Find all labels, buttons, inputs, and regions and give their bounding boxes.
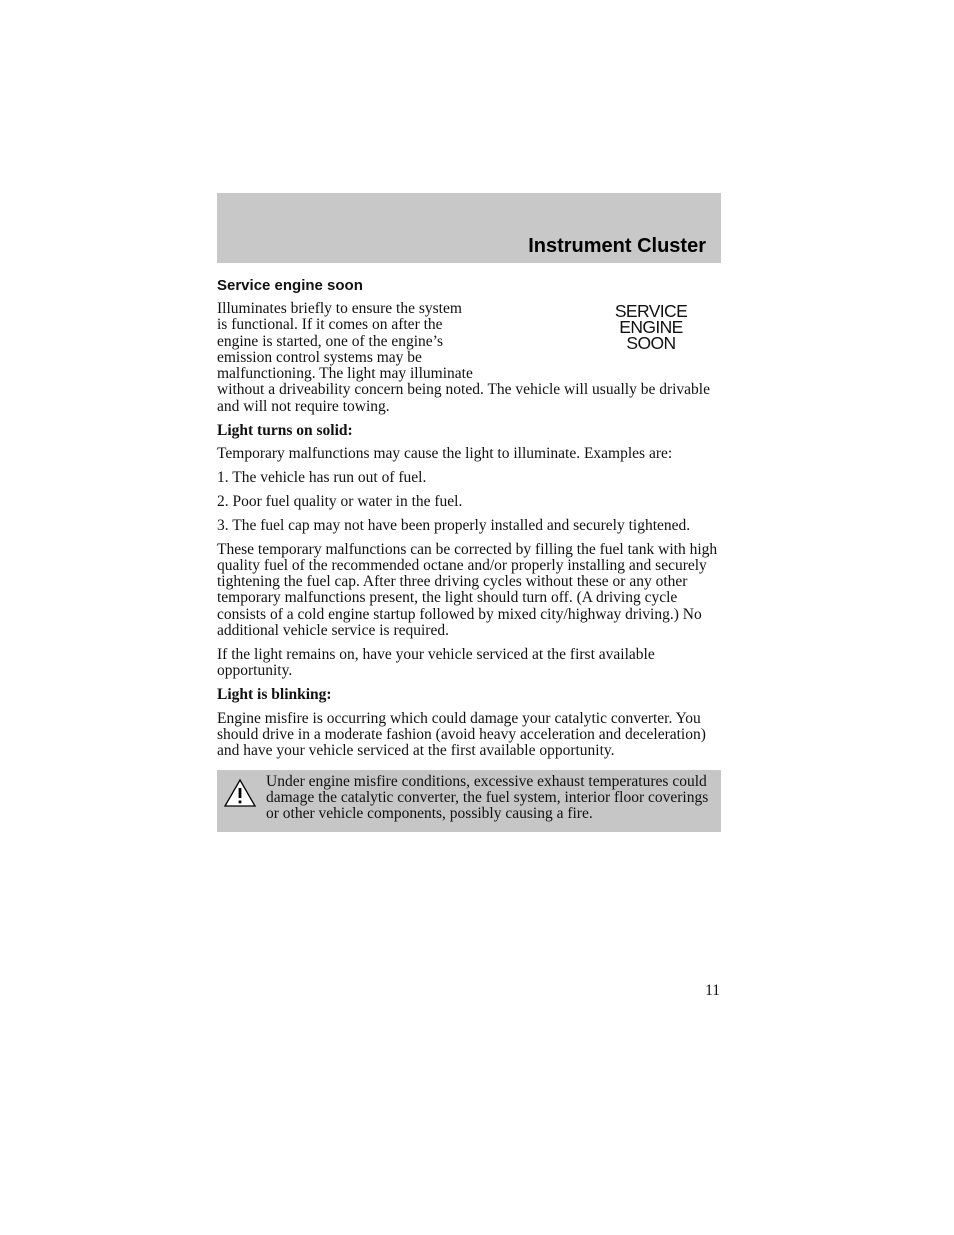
intro-block [217,301,721,415]
remains-on-paragraph: If the light remains on, have your vehicle serviced at the first available opportunity. [217,645,655,680]
page-number: 11 [705,982,720,999]
warning-box [217,770,721,832]
page-title: Instrument Cluster [528,235,706,257]
warning-triangle-icon [224,778,256,808]
list-item: 2. Poor fuel quality or water in the fuel. [217,492,463,510]
section-heading: Service engine soon [217,277,363,294]
warning-text: Under engine misfire conditions, excessive exhaust temperatures could damage the catalytic converter, the fuel system, interior floor coverings or other vehicle components, possibly causing a fire. [266,772,709,823]
indicator-label: SERVICE ENGINE SOON [614,301,688,353]
blinking-heading: Light is blinking: [217,685,332,703]
solid-heading: Light turns on solid: [217,421,353,439]
section-header [217,193,721,263]
correction-paragraph: These temporary malfunctions can be corrected by filling the fuel tank with high quality fuel of the recommended octane and/or properly installing and securely tightening the fuel cap. After three driving cycles without these or any other temporary malfunctions present, the light should turn off. (A driving cycle consists of a cold engine startup followed by mixed city/highway driving.) No additional vehicle service is required. [217,540,718,640]
list-item: 3. The fuel cap may not have been properly installed and securely tightened. [217,516,691,534]
intro-paragraph: Illuminates briefly to ensure the system is functional. If it comes on after the engine is started, one of the engine’s emission control systems may be malfunctioning. The light may illuminate without a driveability concern being noted. The vehicle will usually be drivable and will not require towing. [217,300,710,415]
main-content [217,277,721,832]
solid-intro-paragraph: Temporary malfunctions may cause the light to illuminate. Examples are: [217,445,673,463]
blinking-paragraph: Engine misfire is occurring which could damage your catalytic converter. You should drive in a moderate fashion (avoid heavy acceleration and deceleration) and have your vehicle serviced at the first available opportunity. [217,709,706,760]
list-item: 1. The vehicle has run out of fuel. [217,469,427,487]
service-engine-soon-indicator [481,301,721,381]
